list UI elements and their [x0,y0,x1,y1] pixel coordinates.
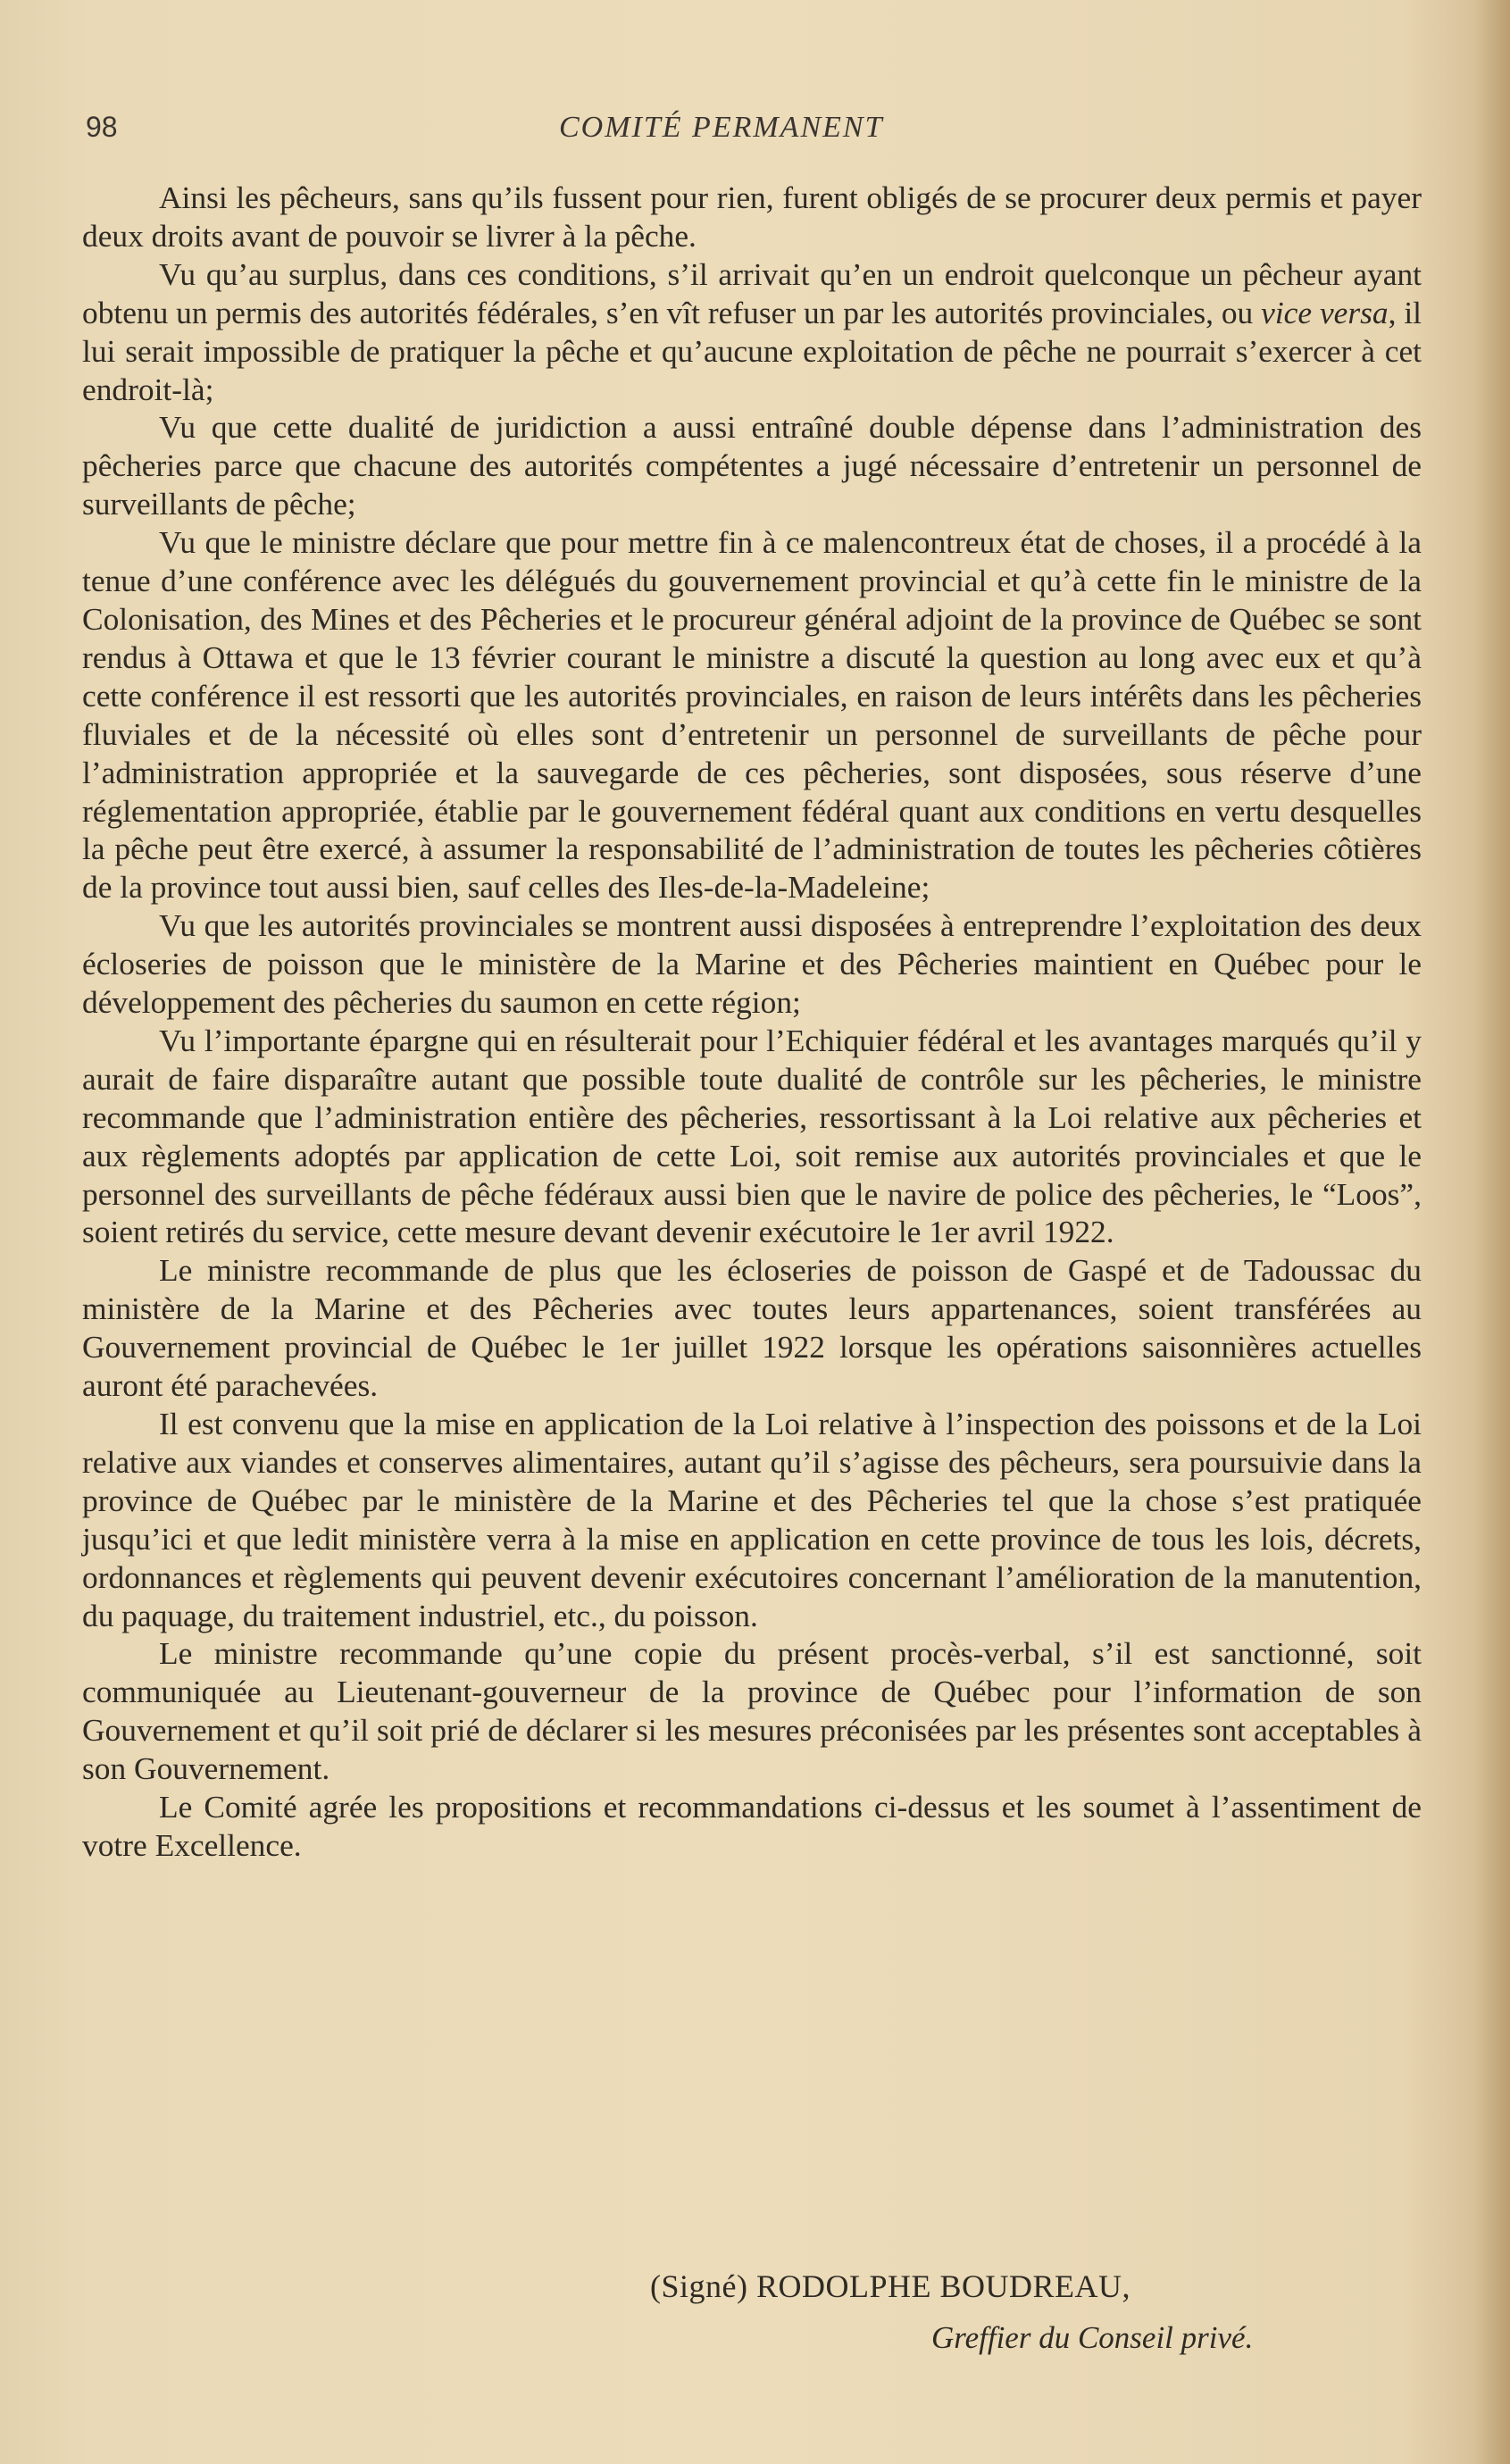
paragraph-10: Le Comité agrée les propositions et recommandations ci-dessus et les soumet à l’assentiment de votre Excellence. [82,1789,1422,1863]
paragraph-5: Vu que les autorités provinciales se montrent aussi disposées à entreprendre l’exploitation des deux écloseries de poisson que le ministère de la Marine et des Pêcheries maintient en Québec pour le développement des pêcheries du saumon en cette région; [82,907,1422,1021]
paragraph-7: Le ministre recommande de plus que les écloseries de poisson de Gaspé et de Tadoussac du ministère de la Marine et des Pêcheries avec toutes leurs appartenances, soient transférées au Gouvernement provincial de Québec le 1er juillet 1922 lorsque les opérations saisonnières actuelles auront été parachevées. [82,1252,1422,1404]
signature-role: Greffier du Conseil privé. [931,2320,1254,2355]
paragraph-3: Vu que cette dualité de juridiction a aussi entraîné double dépense dans l’administration des pêcheries parce que chacune des autorités compétentes a jugé nécessaire d’entretenir un personnel de surveillants de pêche; [82,409,1422,522]
paragraph-1: Ainsi les pêcheurs, sans qu’ils fussent pour rien, furent obligés de se procurer deux permis et payer deux droits avant de pouvoir se livrer à la pêche. [82,180,1422,254]
page-number: 98 [86,111,118,143]
body-text [82,179,1422,1865]
paragraph-4: Vu que le ministre déclare que pour mettre fin à ce malencontreux état de choses, il a procédé à la tenue d’une conférence avec les délégués du gouvernement provincial et qu’à cette fin le ministre de la Colonisation, des Mines et des Pêcheries et le procureur général adjoint de la province de Québec se sont rendus à Ottawa et que le 13 février courant le ministre a discuté la question au long avec eux et qu’à cette conférence il est ressorti que les autorités provinciales, en raison de leurs intérêts dans les pêcheries fluviales et de la nécessité où elles sont d’entretenir un personnel de surveillants de pêche pour l’administration appropriée et la sauvegarde de ces pêcheries, sont disposées, sous réserve d’une réglementation appropriée, établie par le gouvernement fédéral quant aux conditions en vertu desquelles la pêche peut être exercé, à assumer la responsabilité de l’administration de toutes les pêcheries côtières de la province tout aussi bien, sauf celles des Iles-de-la-Madeleine; [82,524,1422,906]
page-header [86,111,961,155]
latin-phrase: vice versa [1261,294,1389,330]
paragraph-8: Il est convenu que la mise en application de la Loi relative à l’inspection des poissons et de la Loi relative aux viandes et conserves alimentaires, autant qu’il s’agisse des pêcheurs, sera poursuivie dans la province de Québec par le ministère de la Marine et des Pêcheries tel que la chose s’est pratiquée jusqu’ici et que ledit ministère verra à la mise en application en cette province de tous les lois, décrets, ordonnances et règlements qui peuvent devenir exécutoires concernant l’amélioration de la manutention, du paquage, du traitement industriel, etc., du poisson. [82,1406,1422,1633]
paragraph-6: Vu l’importante épargne qui en résulterait pour l’Echiquier fédéral et les avantages marqués qu’il y aurait de faire disparaître autant que possible toute dualité de contrôle sur les pêcheries, le ministre recommande que l’administration entière des pêcheries, ressortissant à la Loi relative aux pêcheries et aux règlements adoptés par application de cette Loi, soit remise aux autorités provinciales et que le personnel des surveillants de pêche fédéraux aussi bien que le navire de police des pêcheries, le “Loos”, soient retirés du service, cette mesure devant devenir exécutoire le 1er avril 1922. [82,1022,1422,1250]
page-edge-shadow [1474,0,1510,2464]
paragraph-9: Le ministre recommande qu’une copie du présent procès-verbal, s’il est sanctionné, soit communiquée au Lieutenant-gouverneur de la province de Québec pour l’information de son Gouvernement et qu’il soit prié de déclarer si les mesures préconisées par les présentes sont acceptables à son Gouvernement. [82,1635,1422,1787]
running-title: COMITÉ PERMANENT [559,111,884,144]
signature-line: (Signé) RODOLPHE BOUDREAU, [650,2268,1130,2304]
paragraph-2: Vu qu’au surplus, dans ces conditions, s’il arrivait qu’en un endroit quelconque un pêcheur ayant obtenu un permis des autorités fédérales, s’en vît refuser un par les autorités provinciales, ou vice versa, il lui serait impossible de pratiquer la pêche et qu’aucune exploitation de pêche ne pourrait s’exercer à cet endroit-là; [82,255,1422,407]
